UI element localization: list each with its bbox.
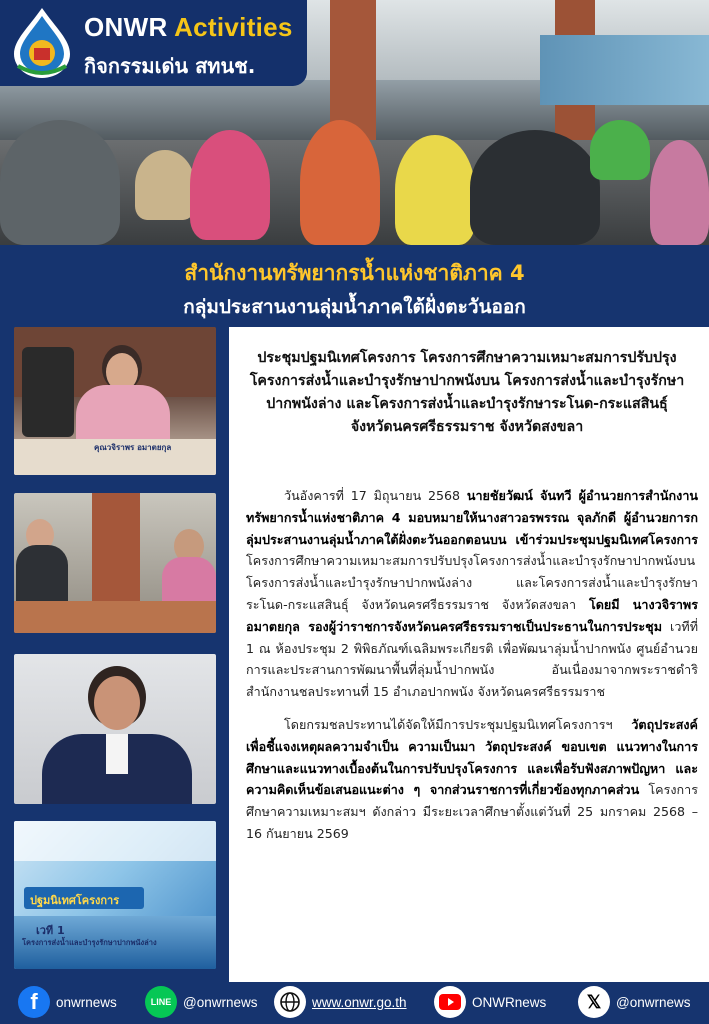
heading-line: ประชุมปฐมนิเทศโครงการ โครงการศึกษาความเหมาะสมการปรับปรุง <box>257 350 677 366</box>
website-link[interactable] <box>274 986 407 1018</box>
brand-prefix: ONWR <box>84 12 168 42</box>
brand-accent: Activities <box>174 12 293 42</box>
paragraph-1 <box>246 485 698 703</box>
heading-line: โครงการส่งน้ำและบำรุงรักษาปากพนังบน โครงการส่งน้ำและบำรุงรักษา <box>249 373 685 389</box>
brand-title <box>84 12 293 43</box>
line-link[interactable] <box>145 986 257 1018</box>
p1-text-2: โครงการศึกษาความเหมาะสมการปรับปรุงโครงการส่งน้ำและบำรุงรักษาปากพนังบน โครงการส่งน้ำและบำรุงรักษาปากพนังล่าง และโครงการส่งน้ำและบำรุงรักษาระโนด-กระแสสินธุ์ จังหวัดนครศรีธรรมราช จังหวัดสงขลา <box>246 553 698 612</box>
heading-line: ปากพนังล่าง และโครงการส่งน้ำและบำรุงรักษาระโนด-กระแสสินธุ์ <box>266 396 668 412</box>
banner-stage: เวที 1 <box>36 924 65 937</box>
paragraph-2 <box>246 714 698 845</box>
p2-text-2: โครงการศึกษาความเหมาะสมฯ ดังกล่าว มีระยะเวลาศึกษาตั้งแต่วันที่ 25 มกราคม 2568 – 16 กันยายน 2569 <box>246 782 698 841</box>
facebook-icon: f <box>18 986 50 1018</box>
p1-date: วันอังคารที่ 17 มิถุนายน 2568 <box>284 488 467 503</box>
header-photo <box>0 0 709 245</box>
meeting-photo-chairperson <box>14 327 216 475</box>
article-heading <box>232 347 702 439</box>
youtube-link[interactable] <box>434 986 546 1018</box>
event-banner-photo <box>14 821 216 969</box>
brand-badge <box>0 0 307 86</box>
globe-icon <box>274 986 306 1018</box>
article-body <box>246 485 698 856</box>
p2-text-1: โดยกรมชลประทานได้จัดให้มีการประชุมปฐมนิเทศโครงการฯ <box>284 716 632 732</box>
portrait-photo <box>14 654 216 804</box>
line-icon: LINE <box>145 986 177 1018</box>
x-handle: @onwrnews <box>616 994 691 1010</box>
onwr-logo-icon <box>10 6 74 80</box>
facebook-link[interactable] <box>18 986 117 1018</box>
youtube-icon <box>434 986 466 1018</box>
office-title: สำนักงานทรัพยากรน้ำแห่งชาติภาค 4 <box>184 261 525 285</box>
heading-line: จังหวัดนครศรีธรรมราช จังหวัดสงขลา <box>350 419 584 435</box>
p1-bold-2: โดยมี นางวจิราพร อมาตยกุล รองผู้ว่าราชการจังหวัดนครศรีธรรมราชเป็นประธานในการประชุม <box>246 596 698 634</box>
x-link[interactable] <box>578 986 690 1018</box>
banner-subtitle: โครงการส่งน้ำและบำรุงรักษาปากพนังล่าง <box>22 938 157 947</box>
youtube-handle: ONWRnews <box>472 994 547 1010</box>
group-title: กลุ่มประสานงานลุ่มน้ำภาคใต้ฝั่งตะวันออก <box>183 296 526 318</box>
website-url: www.onwr.go.th <box>312 994 407 1010</box>
banner-title: ปฐมนิเทศโครงการ <box>30 894 120 907</box>
p1-text-3: เวทีที่ 1 ณ ห้องประชุม 2 พิพิธภัณฑ์เฉลิมพระเกียรติ เพื่อพัฒนาลุ่มน้ำปากพนัง ศูนย์อำนวยการและประสานการพัฒนาพื้นที่ลุ่มน้ำปากพนัง อันเนื่องมาจากพระราชดำริ สำนักงานชลประทานที่ 15 อำเภอปากพนัง จังหวัดนครศรีธรรมราช <box>246 618 698 700</box>
x-icon: 𝕏 <box>578 986 610 1018</box>
nameplate: คุณวจิราพร อมาตยกุล <box>94 443 172 452</box>
p1-bold-1: นายชัยวัฒน์ จันทวี ผู้อำนวยการสำนักงานทรัพยากรน้ำแห่งชาติภาค 4 มอบหมายให้นางสาวอรพรรณ จุลภักดี ผู้อำนวยการกลุ่มประสานงานลุ่มน้ำภาคใต้ฝั่งตะวันออกตอนบน เข้าร่วมประชุมปฐมนิเทศโครงการ <box>246 488 698 547</box>
meeting-photo-officials <box>14 493 216 633</box>
facebook-handle: onwrnews <box>56 994 117 1010</box>
p2-bold-1: วัตถุประสงค์ เพื่อชี้แจงเหตุผลความจำเป็น ความเป็นมา วัตถุประสงค์ ขอบเขต แนวทางในการศึกษาและแนวทางเบื้องต้นในการปรับปรุงโครงการ และเพื่อรับฟังสภาพปัญหา และความคิดเห็นข้อเสนอแนะต่าง ๆ จากส่วนราชการที่เกี่ยวข้องทุกภาคส่วน <box>246 716 698 798</box>
brand-subtitle: กิจกรรมเด่น สทนช. <box>84 54 256 78</box>
line-handle: @onwrnews <box>183 994 258 1010</box>
